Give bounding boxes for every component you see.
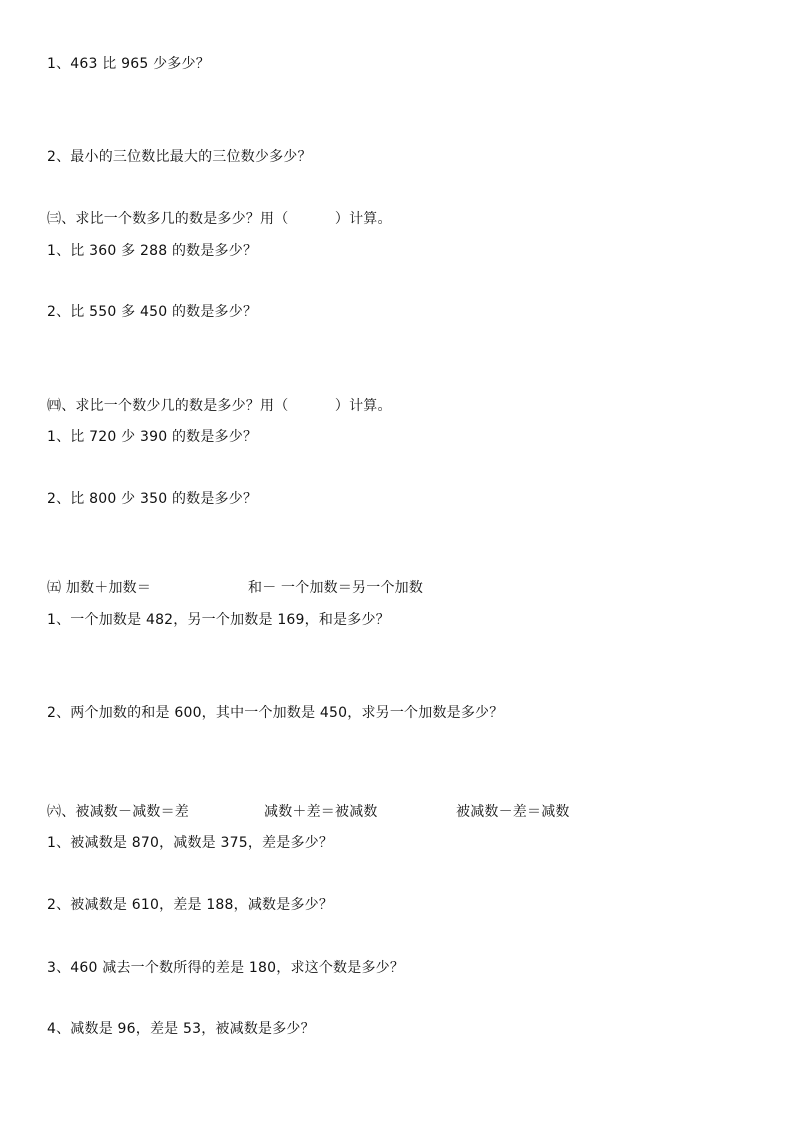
question-4-2: 2、比 800 少 350 的数是多少？ <box>47 491 258 507</box>
section-5-header-part1: ㈤ 加数＋加数＝ <box>47 580 152 596</box>
section-6-header-part2: 减数＋差＝被减数 <box>264 804 378 820</box>
question-6-3: 3、460 减去一个数所得的差是 180，求这个数是多少？ <box>47 960 405 976</box>
question-3-2: 2、比 550 多 450 的数是多少？ <box>47 304 258 320</box>
question-5-1: 1、一个加数是 482，另一个加数是 169，和是多少？ <box>47 612 390 628</box>
section-6-header-part1: ㈥、被减数－减数＝差 <box>47 804 189 820</box>
question-3-1: 1、比 360 多 288 的数是多少？ <box>47 243 258 259</box>
section-5-header-part2: 和－ 一个加数＝另一个加数 <box>248 580 424 596</box>
section-6-header-part3: 被减数－差＝减数 <box>456 804 570 820</box>
question-5-2: 2、两个加数的和是 600，其中一个加数是 450，求另一个加数是多少？ <box>47 705 504 721</box>
question-6-1: 1、被减数是 870，减数是 375，差是多少？ <box>47 835 334 851</box>
question-1-2: 2、最小的三位数比最大的三位数少多少？ <box>47 149 312 165</box>
question-1-1: 1、463 比 965 少多少？ <box>47 56 210 72</box>
question-6-4: 4、减数是 96，差是 53，被减数是多少？ <box>47 1021 315 1037</box>
section-4-header: ㈣、求比一个数少几的数是多少？用（ ）计算。 <box>47 398 392 414</box>
question-4-1: 1、比 720 少 390 的数是多少？ <box>47 429 258 445</box>
section-3-header: ㈢、求比一个数多几的数是多少？用（ ）计算。 <box>47 211 392 227</box>
question-6-2: 2、被减数是 610，差是 188，减数是多少？ <box>47 897 334 913</box>
